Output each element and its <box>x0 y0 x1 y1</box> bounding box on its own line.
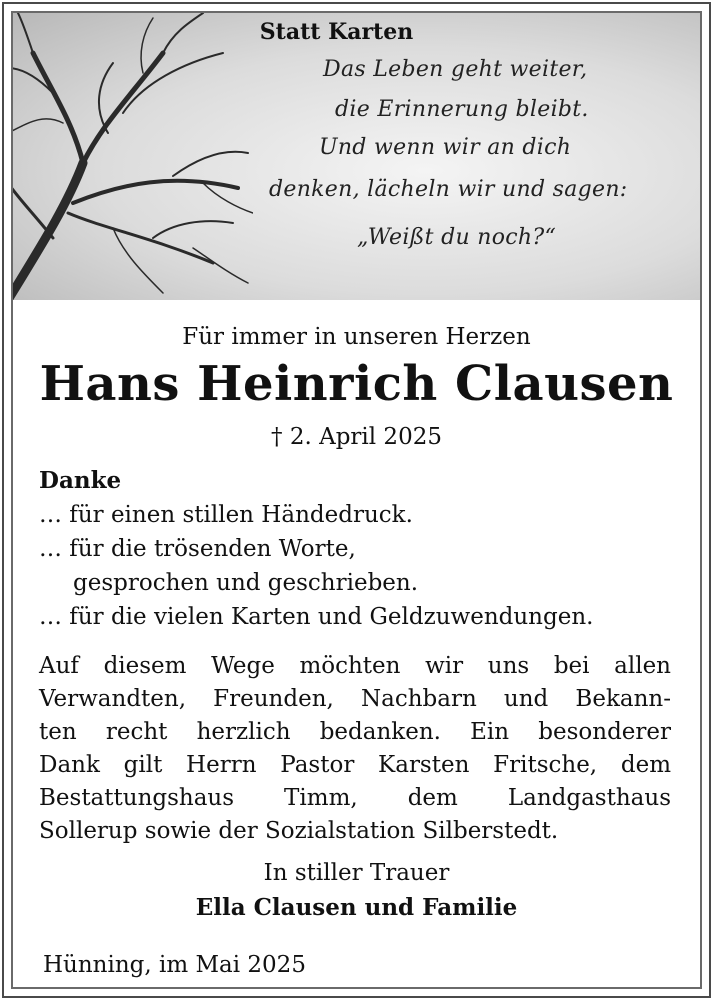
tree-illustration <box>13 13 253 300</box>
motto: Für immer in unseren Herzen <box>182 324 531 350</box>
thanks-block <box>39 464 593 634</box>
mourning-line: In stiller Trauer <box>263 860 450 886</box>
paragraph-line: Verwandten, Freunden, Nachbarn und Bekann- <box>39 686 671 712</box>
family-signature: Ella Clausen und Familie <box>195 894 518 921</box>
death-date: † 2. April 2025 <box>271 424 442 450</box>
thanks-paragraph <box>39 650 671 848</box>
thanks-heading: Danke <box>39 467 122 494</box>
thanks-line: gesprochen und geschrieben. <box>73 570 419 596</box>
header-image <box>13 13 700 300</box>
paragraph-line: Bestattungshaus Timm, dem Landgasthaus <box>39 785 671 811</box>
deceased-name: Hans Heinrich Clausen <box>39 356 674 412</box>
verse-line: „Weißt du noch?“ <box>357 225 557 250</box>
notice-frame <box>2 2 711 998</box>
verse-line: Und wenn wir an dich <box>319 135 572 160</box>
notice-inner-border <box>11 11 702 989</box>
thanks-line: … für einen stillen Händedruck. <box>39 502 413 528</box>
place-date: Hünning, im Mai 2025 <box>43 952 306 978</box>
thanks-line: … für die trösenden Worte, <box>39 536 356 562</box>
paragraph-line: ten recht herzlich bedanken. Ein besonderer <box>39 719 671 745</box>
verse-line: Das Leben geht weiter, <box>323 57 588 82</box>
paragraph-line: Sollerup sowie der Sozialstation Silberstedt. <box>39 818 559 844</box>
verse-line: denken, lächeln wir und sagen: <box>269 177 628 202</box>
thanks-line: … für die vielen Karten und Geldzuwendungen. <box>39 604 594 630</box>
paragraph-line: Dank gilt Herrn Pastor Karsten Fritsche, dem <box>39 752 671 778</box>
paragraph-line: Auf diesem Wege möchten wir uns bei allen <box>39 653 671 679</box>
header-label: Statt Karten <box>259 19 414 45</box>
verse-line: die Erinnerung bleibt. <box>335 97 589 122</box>
